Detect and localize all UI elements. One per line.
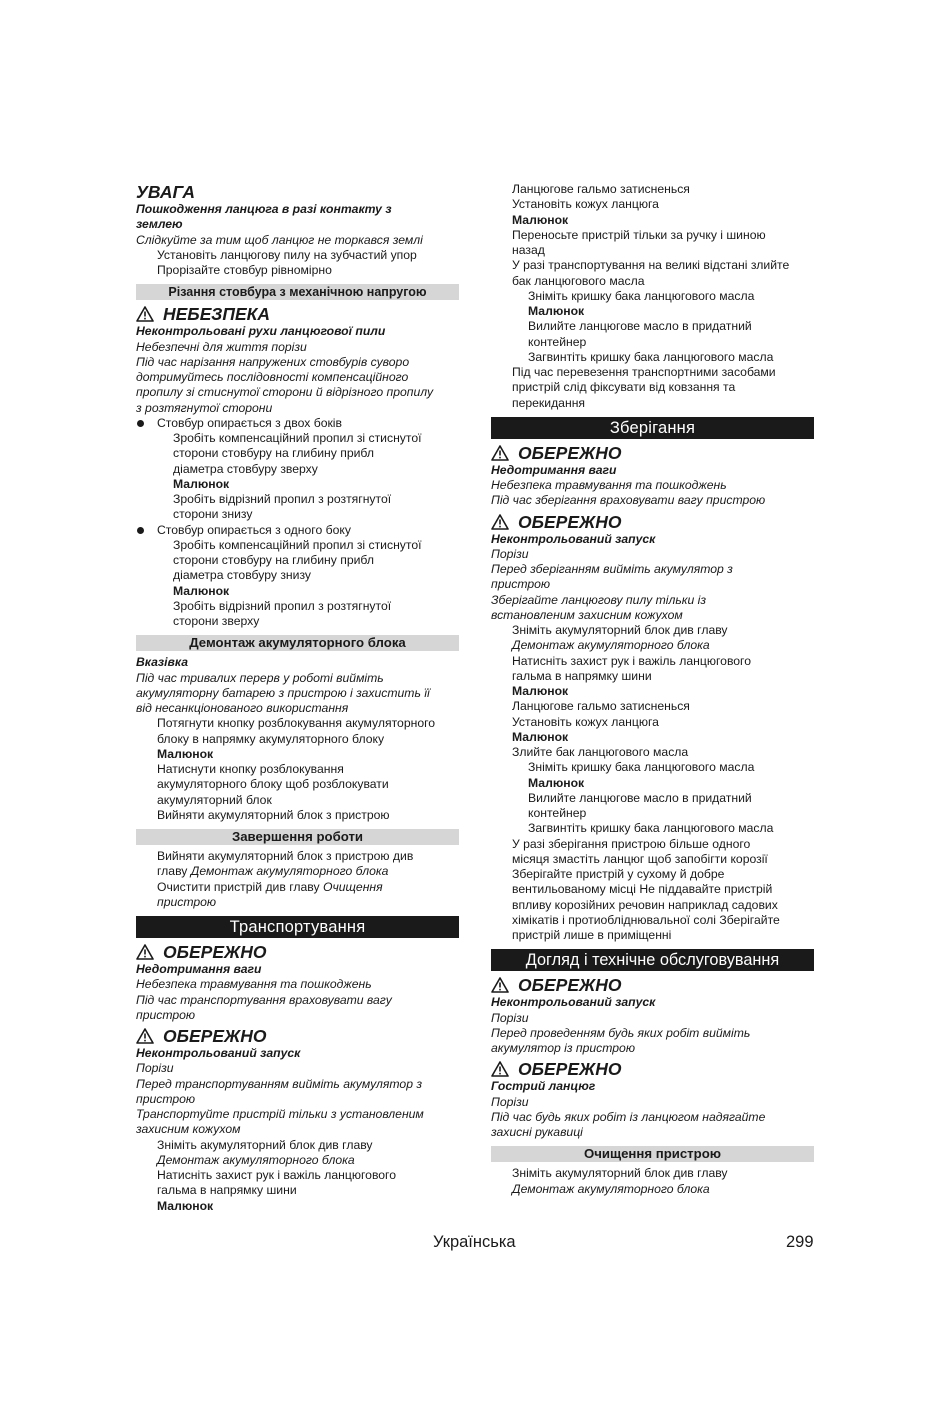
figure-ref: Малюнок bbox=[157, 746, 214, 761]
attention-hazard: Пошкодження ланцюга в разі контакту з bbox=[136, 202, 392, 216]
caution-text: Під час транспортування враховувати вагу bbox=[136, 992, 392, 1007]
step-text: перекидання bbox=[512, 395, 586, 410]
caution-title: ОБЕРЕЖНО bbox=[518, 442, 622, 463]
warning-triangle-icon bbox=[136, 306, 154, 322]
step-text: Прорізайте стовбур рівномірно bbox=[157, 263, 332, 277]
section-heading-battery-removal: Демонтаж акумуляторного блока bbox=[136, 635, 459, 651]
note-title: Вказівка bbox=[136, 655, 188, 670]
step-text: Натисніть захист рук і важіль ланцюгового bbox=[512, 653, 752, 668]
caution-text: пристрою bbox=[136, 1091, 196, 1106]
chapter-ref: Очищення bbox=[322, 879, 383, 894]
step-text: Злийте бак ланцюгового масла bbox=[512, 745, 689, 759]
step-text: Зніміть кришку бака ланцюгового масла bbox=[528, 760, 755, 775]
step-text: Натиснути кнопку розблокування bbox=[157, 762, 344, 776]
bullet-text: Стовбур опирається з двох боків bbox=[157, 415, 342, 430]
step-text bbox=[136, 864, 459, 879]
caution-text: Під час зберігання враховувати вагу пристрою bbox=[491, 493, 766, 508]
caution-text: пристрою bbox=[136, 1007, 196, 1022]
step-text: Зніміть кришку бака ланцюгового масла bbox=[528, 288, 755, 303]
caution-title: ОБЕРЕЖНО bbox=[163, 942, 267, 962]
step-text-part: Очистити пристрій див главу bbox=[157, 879, 323, 894]
step-text: Натисніть захист рук і важіль ланцюгового bbox=[157, 1168, 397, 1182]
danger-text: Під час нарізання напружених стовбурів суворо bbox=[136, 354, 410, 369]
caution-text: Під час будь яких робіт із ланцюгом надягайте bbox=[491, 1109, 766, 1124]
step-text: Потягнути кнопку розблокування акумуляторного bbox=[157, 716, 436, 731]
figure-ref: Малюнок bbox=[512, 212, 569, 227]
step-text: пристрій лише в приміщенні bbox=[512, 928, 672, 942]
attention-hazard: землею bbox=[136, 217, 183, 232]
step-text: бак ланцюгового масла bbox=[512, 273, 645, 288]
step-text: контейнер bbox=[528, 334, 587, 349]
figure-ref: Малюнок bbox=[528, 775, 585, 790]
step-text: Зніміть акумуляторний блок див главу bbox=[157, 1137, 373, 1152]
step-text: сторони зверху bbox=[173, 614, 260, 628]
note-text: від несанкціонованого використання bbox=[136, 701, 349, 715]
chapter-heading-maintenance: Догляд і технічне обслуговування bbox=[491, 949, 814, 971]
caution-text: акумулятор із пристрою bbox=[491, 1041, 635, 1055]
step-text: контейнер bbox=[528, 806, 587, 820]
caution-hazard: Неконтрольований запуск bbox=[491, 531, 656, 546]
step-text: Зробіть компенсаційний пропил зі стиснутої bbox=[173, 537, 422, 552]
step-text: блоку в напрямку акумуляторного блоку bbox=[157, 731, 385, 746]
step-text: назад bbox=[512, 243, 545, 257]
step-text: пристрій слід фіксувати від ковзання та bbox=[512, 380, 736, 395]
caution-text: Транспортуйте пристрій тільки з установленим bbox=[136, 1107, 424, 1121]
caution-consequence: Порізи bbox=[491, 1010, 529, 1025]
step-text: Ланцюгове гальмо затисненься bbox=[512, 182, 690, 196]
figure-ref: Малюнок bbox=[512, 729, 569, 744]
section-heading-finish-work: Завершення роботи bbox=[136, 829, 459, 845]
step-text bbox=[136, 880, 459, 895]
caution-heading bbox=[136, 942, 459, 962]
figure-ref: Малюнок bbox=[512, 684, 569, 698]
left-column bbox=[136, 182, 459, 1214]
bullet-dot-icon bbox=[137, 527, 144, 534]
caution-text: Перед проведенням будь яких робіт вийміть bbox=[491, 1025, 751, 1040]
step-text: акумуляторний блок bbox=[157, 792, 272, 807]
danger-text: з розтягнутої сторони bbox=[136, 400, 273, 415]
caution-title: ОБЕРЕЖНО bbox=[518, 511, 622, 532]
bullet-item bbox=[136, 416, 459, 431]
chapter-ref: пристрою bbox=[157, 894, 217, 909]
warning-triangle-icon bbox=[491, 445, 509, 461]
step-text: Загвинтіть кришку бака ланцюгового масла bbox=[528, 349, 774, 364]
note-text: акумуляторну батарею з пристрою і захистить її bbox=[136, 685, 430, 700]
chapter-heading-transport: Транспортування bbox=[136, 916, 459, 938]
step-text-part: главу bbox=[157, 864, 191, 879]
step-text: У разі зберігання пристрою більше одного bbox=[512, 836, 751, 851]
danger-heading bbox=[136, 304, 459, 324]
caution-title: ОБЕРЕЖНО bbox=[163, 1026, 267, 1046]
step-text: Вийняти акумуляторний блок з пристрою bbox=[157, 807, 390, 822]
danger-title: НЕБЕЗПЕКА bbox=[163, 304, 271, 325]
caution-text: захисні рукавиці bbox=[491, 1125, 583, 1139]
chapter-heading-storage: Зберігання bbox=[491, 417, 814, 439]
step-text: сторони стовбуру на глибину прибл bbox=[173, 553, 374, 567]
step-text: Зробіть відрізний пропил з розтягнутої bbox=[173, 492, 392, 506]
step-text: Зробіть відрізний пропил з розтягнутої bbox=[173, 598, 392, 613]
step-text: Установіть кожух ланцюга bbox=[512, 197, 659, 212]
caution-title: ОБЕРЕЖНО bbox=[518, 1059, 622, 1080]
figure-ref: Малюнок bbox=[173, 476, 230, 491]
step-text: Вилийте ланцюгове масло в придатний bbox=[528, 790, 752, 805]
step-text: Зберігайте пристрій у сухому й добре bbox=[512, 867, 725, 881]
chapter-ref: Демонтаж акумуляторного блока bbox=[512, 1181, 710, 1196]
step-text: місяця змастіть ланцюг щоб запобігти корозії bbox=[512, 851, 768, 866]
warning-triangle-icon bbox=[491, 1061, 509, 1077]
chapter-ref: Демонтаж акумуляторного блока bbox=[512, 638, 710, 653]
step-text: сторони стовбуру на глибину прибл bbox=[173, 446, 374, 461]
step-text: Установіть ланцюгову пилу на зубчастий упор bbox=[157, 247, 417, 262]
note-text: Під час тривалих перерв у роботі вийміть bbox=[136, 670, 384, 685]
step-text: Переносьте пристрій тільки за ручку і шиною bbox=[512, 227, 766, 242]
caution-consequence: Порізи bbox=[491, 1094, 529, 1109]
caution-hazard: Неконтрольований запуск bbox=[136, 1046, 301, 1060]
step-text: вентильованому місці Не піддавайте пристрій bbox=[512, 882, 773, 897]
footer-language: Українська bbox=[433, 1233, 516, 1251]
warning-triangle-icon bbox=[136, 1028, 154, 1044]
step-text: гальма в напрямку шини bbox=[512, 668, 652, 683]
caution-text: пристрою bbox=[491, 577, 551, 592]
caution-heading bbox=[136, 1026, 459, 1046]
chapter-ref: Демонтаж акумуляторного блока bbox=[190, 864, 389, 879]
caution-consequence: Небезпека травмування та пошкоджень bbox=[136, 977, 372, 992]
warning-triangle-icon bbox=[491, 977, 509, 993]
caution-consequence: Порізи bbox=[491, 546, 529, 561]
bullet-text: Стовбур опирається з одного боку bbox=[157, 522, 351, 537]
step-text: У разі транспортування на великі відстані злийте bbox=[512, 258, 790, 273]
step-text: сторони знизу bbox=[173, 507, 253, 522]
step-text: Зніміть акумуляторний блок див главу bbox=[512, 1166, 728, 1181]
caution-title: ОБЕРЕЖНО bbox=[518, 975, 622, 996]
step-text: діаметра стовбуру знизу bbox=[173, 568, 311, 583]
caution-text: Зберігайте ланцюгову пилу тільки із bbox=[491, 592, 707, 607]
step-text: Вилийте ланцюгове масло в придатний bbox=[528, 319, 752, 334]
section-heading-cleaning: Очищення пристрою bbox=[491, 1146, 814, 1162]
attention-text: Слідкуйте за тим щоб ланцюг не торкався землі bbox=[136, 232, 423, 247]
figure-ref: Малюнок bbox=[528, 304, 585, 318]
section-heading-tension-cutting: Різання стовбура з механічною напругою bbox=[136, 284, 459, 300]
step-text: Вийняти акумуляторний блок з пристрою див bbox=[157, 849, 414, 863]
caution-heading bbox=[491, 443, 814, 463]
step-text: Загвинтіть кришку бака ланцюгового масла bbox=[528, 821, 774, 836]
warning-triangle-icon bbox=[136, 944, 154, 960]
chapter-ref: Демонтаж акумуляторного блока bbox=[157, 1152, 355, 1167]
step-text: Під час перевезення транспортними засобами bbox=[512, 365, 776, 379]
step-text: Зробіть компенсаційний пропил зі стиснутої bbox=[173, 431, 422, 445]
caution-text: встановленим захисним кожухом bbox=[491, 607, 683, 622]
attention-heading: УВАГА bbox=[136, 182, 195, 202]
figure-ref: Малюнок bbox=[173, 583, 230, 598]
danger-text: дотримуйтесь послідовності компенсаційного bbox=[136, 370, 409, 384]
step-text: хімікатів і протиобліднювальної солі Зберігайте bbox=[512, 912, 780, 927]
danger-consequence: Небезпечні для життя порізи bbox=[136, 339, 307, 354]
right-column bbox=[491, 182, 814, 1197]
step-text: впливу корозійних речовин наприклад садових bbox=[512, 897, 778, 912]
page-number: 299 bbox=[786, 1233, 814, 1251]
step-text: діаметра стовбуру зверху bbox=[173, 461, 318, 476]
caution-hazard: Неконтрольований запуск bbox=[491, 995, 656, 1010]
caution-heading bbox=[491, 975, 814, 995]
bullet-dot-icon bbox=[137, 420, 144, 427]
caution-text: Перед зберіганням вийміть акумулятор з bbox=[491, 562, 733, 576]
caution-consequence: Небезпека травмування та пошкоджень bbox=[491, 478, 727, 492]
danger-hazard: Неконтрольовані рухи ланцюгової пили bbox=[136, 324, 386, 339]
caution-consequence: Порізи bbox=[136, 1061, 174, 1076]
step-text: Ланцюгове гальмо затисненься bbox=[512, 699, 690, 714]
caution-text: Перед транспортуванням вийміть акумулятор з bbox=[136, 1076, 423, 1091]
warning-triangle-icon bbox=[491, 514, 509, 530]
caution-hazard: Гострий ланцюг bbox=[491, 1079, 596, 1094]
step-text: гальма в напрямку шини bbox=[157, 1183, 297, 1198]
caution-hazard: Недотримання ваги bbox=[136, 962, 262, 976]
step-text: Зніміть акумуляторний блок див главу bbox=[512, 623, 728, 637]
bullet-item bbox=[136, 523, 459, 538]
figure-ref: Малюнок bbox=[157, 1198, 214, 1213]
caution-heading bbox=[491, 1059, 814, 1079]
caution-hazard: Недотримання ваги bbox=[491, 462, 617, 477]
caution-heading bbox=[491, 512, 814, 532]
caution-text: захисним кожухом bbox=[136, 1122, 241, 1137]
step-text: Установіть кожух ланцюга bbox=[512, 714, 659, 729]
danger-text: пропилу зі стиснутої сторони й відрізного пропилу bbox=[136, 385, 434, 400]
step-text: акумуляторного блоку щоб розблокувати bbox=[157, 777, 389, 792]
